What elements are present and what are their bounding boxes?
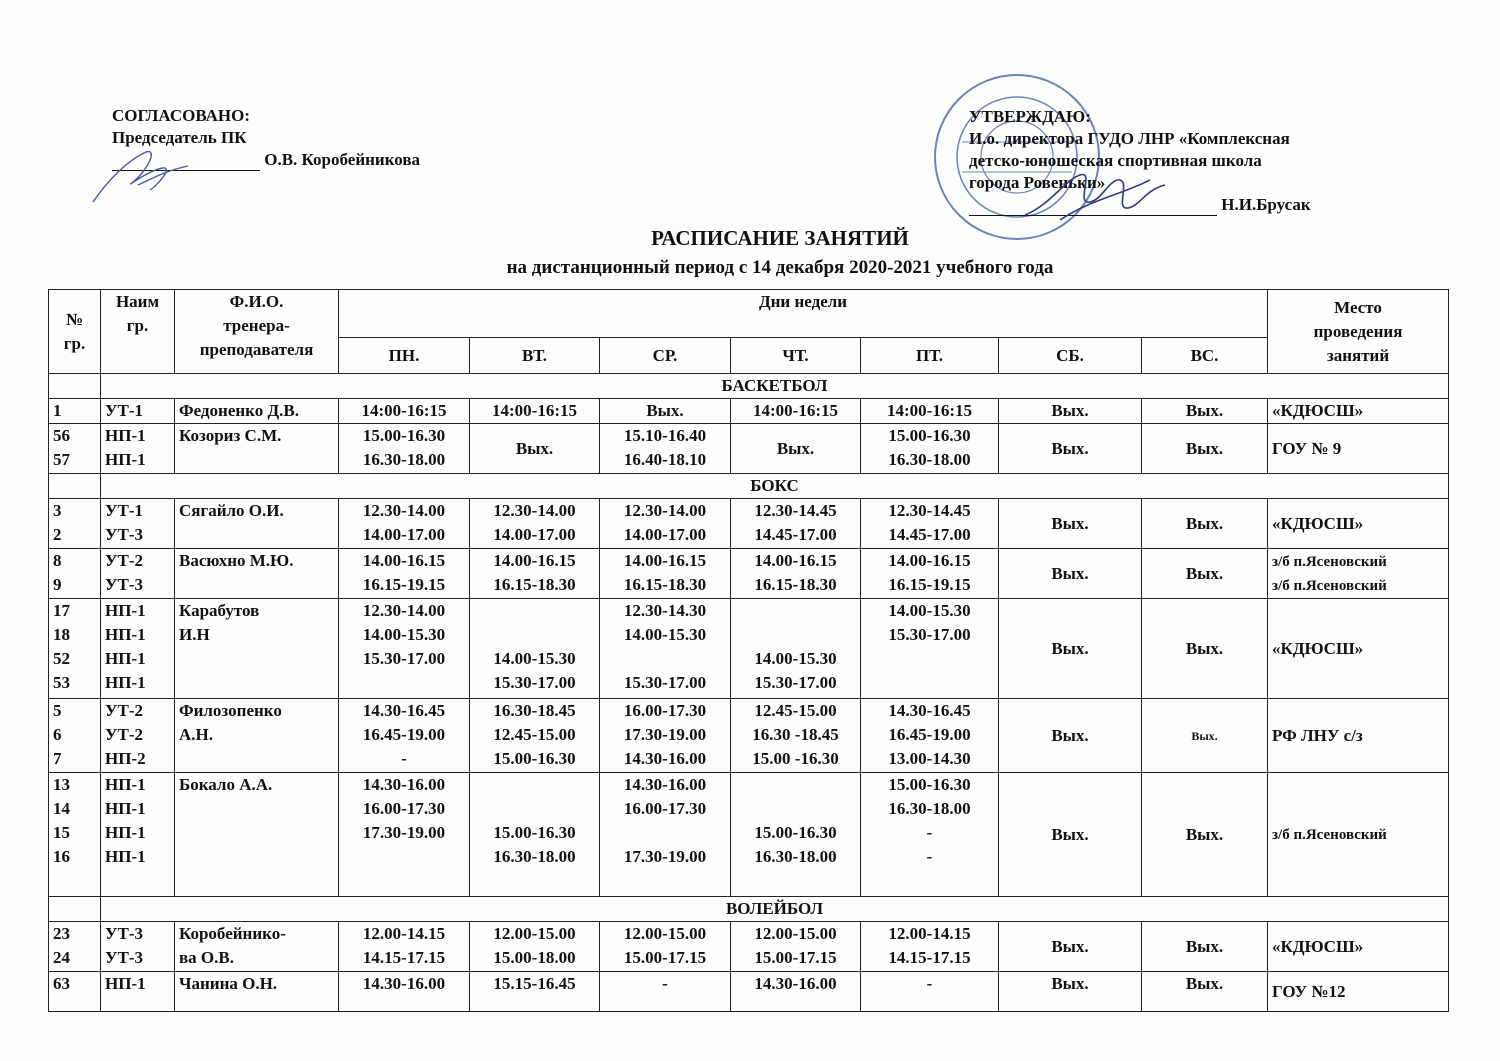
cell-trainer: Карабутов И.Н — [175, 599, 339, 699]
approval-right-title: УТВЕРЖДАЮ: — [969, 107, 1091, 126]
cell-wed: 14.30-16.00 16.00-17.30 17.30-19.00 — [600, 773, 731, 897]
approval-right-name: Н.И.Брусак — [1221, 195, 1311, 214]
cell-group: УТ-3 УТ-3 — [101, 922, 175, 972]
cell-tue: Вых. — [470, 424, 600, 474]
cell-fri: 14.00-16.15 16.15-19.15 — [861, 549, 999, 599]
cell-thu: 12.30-14.45 14.45-17.00 — [731, 499, 861, 549]
cell-place: «КДЮСШ» — [1268, 399, 1449, 424]
cell-mon: 14.00-16.15 16.15-19.15 — [339, 549, 470, 599]
cell-num: 23 24 — [49, 922, 101, 972]
cell-sun: Вых. — [1142, 773, 1268, 897]
section-title: БАСКЕТБОЛ — [101, 374, 1449, 399]
cell-num: 63 — [49, 972, 101, 1012]
cell-place: з/б п.Ясеновский з/б п.Ясеновский — [1268, 549, 1449, 599]
cell-place: ГОУ №12 — [1268, 972, 1449, 1012]
cell-mon: 14.30-16.00 — [339, 972, 470, 1012]
cell-group: НП-1 НП-1 НП-1 НП-1 — [101, 773, 175, 897]
col-sat-header: СБ. — [999, 338, 1142, 374]
cell-fri: 14.30-16.45 16.45-19.00 13.00-14.30 — [861, 699, 999, 773]
approval-left-title: СОГЛАСОВАНО: — [112, 106, 251, 125]
approval-right-org: детско-юношеская спортивная школа — [969, 151, 1262, 170]
cell-trainer: Федоненко Д.В. — [175, 399, 339, 424]
cell-wed: 16.00-17.30 17.30-19.00 14.30-16.00 — [600, 699, 731, 773]
cell-place: ГОУ № 9 — [1268, 424, 1449, 474]
cell-num: 5 6 7 — [49, 699, 101, 773]
cell-place: з/б п.Ясеновский — [1268, 773, 1449, 897]
cell-sun: Вых. — [1142, 499, 1268, 549]
cell-trainer: Филозопенко А.Н. — [175, 699, 339, 773]
cell-trainer: Козориз С.М. — [175, 424, 339, 474]
col-fri-header: ПТ. — [861, 338, 999, 374]
cell-sat: Вых. — [999, 424, 1142, 474]
col-sun-header: ВС. — [1142, 338, 1268, 374]
cell-mon: 12.30-14.00 14.00-17.00 — [339, 499, 470, 549]
cell-trainer: Чанина О.Н. — [175, 972, 339, 1012]
cell-wed: 15.10-16.40 16.40-18.10 — [600, 424, 731, 474]
section-row — [49, 474, 1449, 499]
table-body — [49, 374, 1449, 1012]
handwritten-signature-right — [1020, 160, 1170, 230]
cell-wed: 12.30-14.00 14.00-17.00 — [600, 499, 731, 549]
cell-mon: 14:00-16:15 — [339, 399, 470, 424]
document-title: РАСПИСАНИЕ ЗАНЯТИЙ — [651, 226, 909, 250]
col-wed-header: СР. — [600, 338, 731, 374]
cell-tue: 12.30-14.00 14.00-17.00 — [470, 499, 600, 549]
cell-thu: 14.00-16.15 16.15-18.30 — [731, 549, 861, 599]
cell-num: 1 — [49, 399, 101, 424]
cell-sun: Вых. — [1142, 399, 1268, 424]
cell-thu: 14:00-16:15 — [731, 399, 861, 424]
col-num-header: № гр. — [49, 290, 101, 374]
cell-place: «КДЮСШ» — [1268, 922, 1449, 972]
cell-fri: 12.30-14.45 14.45-17.00 — [861, 499, 999, 549]
table-row — [49, 972, 1449, 1012]
cell-mon: 15.00-16.30 16.30-18.00 — [339, 424, 470, 474]
cell-sun: Вых. — [1142, 599, 1268, 699]
table-header — [49, 290, 1449, 374]
cell-sun: Вых. — [1142, 424, 1268, 474]
cell-mon: 12.00-14.15 14.15-17.15 — [339, 922, 470, 972]
cell-wed: Вых. — [600, 399, 731, 424]
cell-place: «КДЮСШ» — [1268, 499, 1449, 549]
cell-sun: Вых. — [1142, 699, 1268, 773]
cell-trainer: Сягайло О.И. — [175, 499, 339, 549]
cell-sat: Вых. — [999, 399, 1142, 424]
approval-right-city: города Ровеньки» — [969, 173, 1106, 192]
cell-wed: - — [600, 972, 731, 1012]
cell-trainer: Коробейнико- ва О.В. — [175, 922, 339, 972]
cell-fri: 14.00-15.30 15.30-17.00 — [861, 599, 999, 699]
table-row — [49, 499, 1449, 549]
col-days-header: Дни недели — [339, 290, 1268, 338]
cell-thu: 14.00-15.30 15.30-17.00 — [731, 599, 861, 699]
cell-group: НП-1 НП-1 — [101, 424, 175, 474]
cell-sun: Вых. — [1142, 549, 1268, 599]
col-mon-header: ПН. — [339, 338, 470, 374]
cell-tue: 15.15-16.45 — [470, 972, 600, 1012]
cell-tue: 12.00-15.00 15.00-18.00 — [470, 922, 600, 972]
cell-thu: 14.30-16.00 — [731, 972, 861, 1012]
cell-mon: 14.30-16.45 16.45-19.00 - — [339, 699, 470, 773]
table-row — [49, 599, 1449, 699]
cell-fri: 12.00-14.15 14.15-17.15 — [861, 922, 999, 972]
cell-tue: 14:00-16:15 — [470, 399, 600, 424]
cell-tue: 15.00-16.30 16.30-18.00 — [470, 773, 600, 897]
cell-sat: Вых. — [999, 922, 1142, 972]
cell-group: НП-1 НП-1 НП-1 НП-1 — [101, 599, 175, 699]
handwritten-signature-left — [88, 140, 198, 210]
cell-mon: 14.30-16.00 16.00-17.30 17.30-19.00 — [339, 773, 470, 897]
cell-trainer: Васюхно М.Ю. — [175, 549, 339, 599]
cell-fri: 14:00-16:15 — [861, 399, 999, 424]
cell-sat: Вых. — [999, 972, 1142, 1012]
col-group-header: Наим гр. — [101, 290, 175, 374]
cell-mon: 12.30-14.00 14.00-15.30 15.30-17.00 — [339, 599, 470, 699]
table-row — [49, 424, 1449, 474]
cell-group: УТ-2 УТ-3 — [101, 549, 175, 599]
cell-num: 3 2 — [49, 499, 101, 549]
cell-tue: 14.00-16.15 16.15-18.30 — [470, 549, 600, 599]
col-thu-header: ЧТ. — [731, 338, 861, 374]
cell-place: РФ ЛНУ с/з — [1268, 699, 1449, 773]
cell-fri: - — [861, 972, 999, 1012]
cell-wed: 12.30-14.30 14.00-15.30 15.30-17.00 — [600, 599, 731, 699]
cell-sat: Вых. — [999, 699, 1142, 773]
cell-tue: 16.30-18.45 12.45-15.00 15.00-16.30 — [470, 699, 600, 773]
cell-fri: 15.00-16.30 16.30-18.00 — [861, 424, 999, 474]
cell-tue: 14.00-15.30 15.30-17.00 — [470, 599, 600, 699]
cell-num: 13 14 15 16 — [49, 773, 101, 897]
section-spacer-cell — [49, 897, 101, 922]
col-tue-header: ВТ. — [470, 338, 600, 374]
cell-thu: Вых. — [731, 424, 861, 474]
section-row — [49, 374, 1449, 399]
section-row — [49, 897, 1449, 922]
col-trainer-header: Ф.И.О. тренера- преподавателя — [175, 290, 339, 374]
cell-place: «КДЮСШ» — [1268, 599, 1449, 699]
section-spacer-cell — [49, 374, 101, 399]
approval-left-name: О.В. Коробейникова — [264, 150, 421, 169]
cell-sun: Вых. — [1142, 922, 1268, 972]
table-row — [49, 773, 1449, 897]
section-title: БОКС — [101, 474, 1449, 499]
schedule-table — [48, 289, 1449, 1012]
cell-trainer: Бокало А.А. — [175, 773, 339, 897]
cell-fri: 15.00-16.30 16.30-18.00 - - — [861, 773, 999, 897]
cell-sat: Вых. — [999, 549, 1142, 599]
col-place-header: Место проведения занятий — [1268, 290, 1449, 374]
cell-num: 8 9 — [49, 549, 101, 599]
cell-num: 17 18 52 53 — [49, 599, 101, 699]
document-subtitle: на дистанционный период с 14 декабря 2020-2021 учебного года — [506, 257, 1054, 278]
cell-thu: 12.45-15.00 16.30 -18.45 15.00 -16.30 — [731, 699, 861, 773]
table-row — [49, 699, 1449, 773]
cell-num: 56 57 — [49, 424, 101, 474]
section-spacer-cell — [49, 474, 101, 499]
table-row — [49, 399, 1449, 424]
cell-wed: 12.00-15.00 15.00-17.15 — [600, 922, 731, 972]
cell-group: УТ-1 — [101, 399, 175, 424]
cell-sun: Вых. — [1142, 972, 1268, 1012]
approval-right-position: И.о. директора ГУДО ЛНР «Комплексная — [969, 129, 1290, 148]
cell-group: НП-1 — [101, 972, 175, 1012]
cell-wed: 14.00-16.15 16.15-18.30 — [600, 549, 731, 599]
table-row — [49, 549, 1449, 599]
cell-thu: 15.00-16.30 16.30-18.00 — [731, 773, 861, 897]
cell-group: УТ-2 УТ-2 НП-2 — [101, 699, 175, 773]
table-row — [49, 922, 1449, 972]
approval-left-position: Председатель ПК — [112, 128, 247, 147]
cell-sat: Вых. — [999, 599, 1142, 699]
cell-sat: Вых. — [999, 773, 1142, 897]
cell-group: УТ-1 УТ-3 — [101, 499, 175, 549]
cell-thu: 12.00-15.00 15.00-17.15 — [731, 922, 861, 972]
cell-sat: Вых. — [999, 499, 1142, 549]
section-title: ВОЛЕЙБОЛ — [101, 897, 1449, 922]
